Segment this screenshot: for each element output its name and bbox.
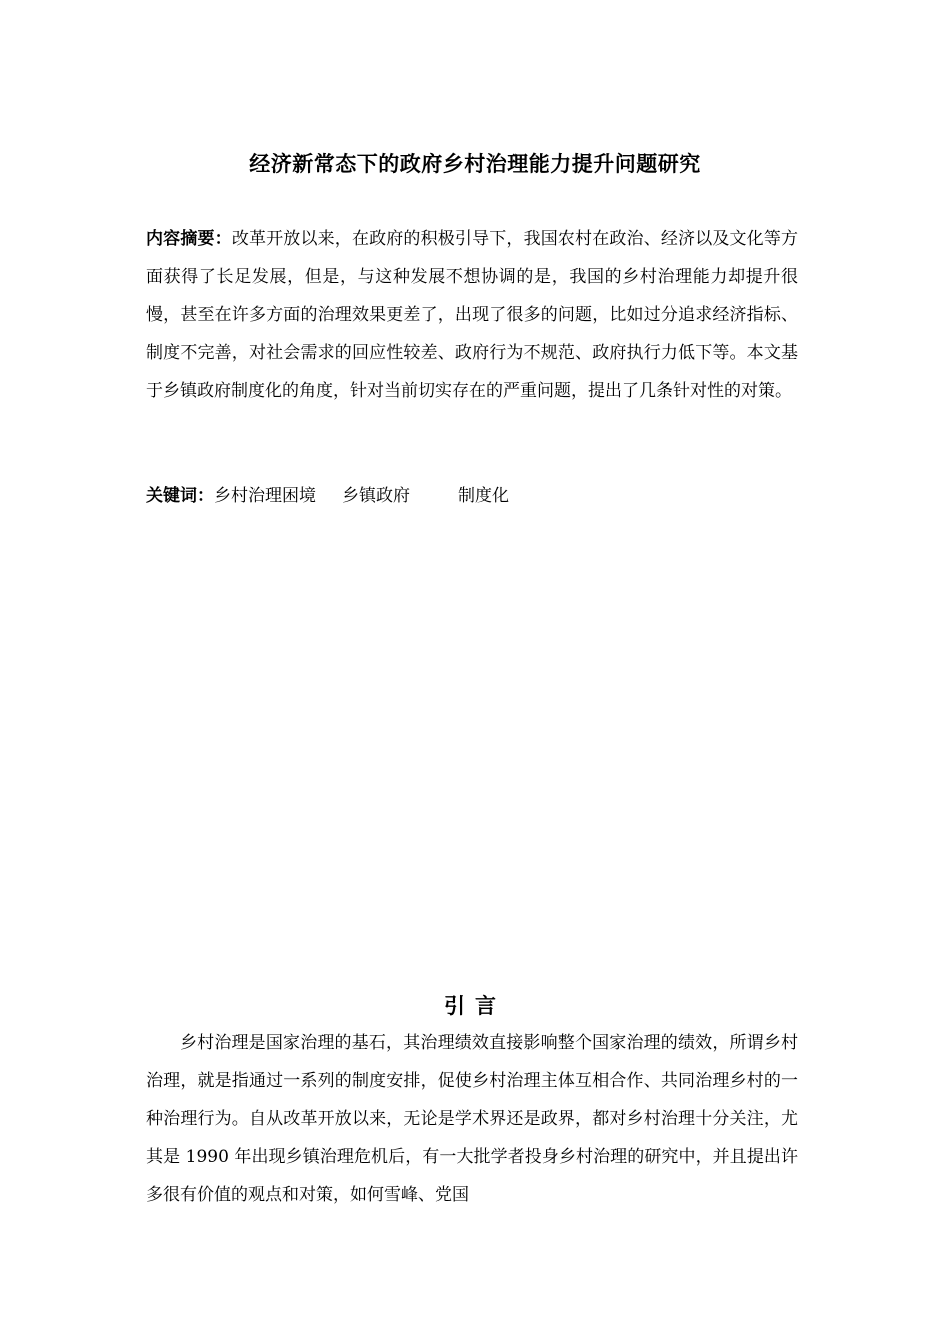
document-title: 经济新常态下的政府乡村治理能力提升问题研究 (249, 151, 701, 176)
keywords-label: 关键词： (146, 486, 214, 506)
keyword-item: 乡村治理困境 (214, 486, 316, 506)
abstract-label: 内容摘要： (146, 229, 232, 249)
keyword-item: 制度化 (458, 486, 509, 506)
abstract-text: 改革开放以来，在政府的积极引导下，我国农村在政治、经济以及文化等方面获得了长足发展，但是，与这种发展不想协调的是，我国的乡村治理能力却提升很慢，甚至在许多方面的治理效果更差了，出现了很多的问题，比如过分追求经济指标、制度不完善，对社会需求的回应性较差、政府行为不规范、政府执行力低下等。本文基于乡镇政府制度化的角度，针对当前切实存在的严重问题，提出了几条针对性的对策。 (146, 229, 799, 401)
introduction-heading: 引言 (444, 993, 506, 1018)
introduction-paragraph: 乡村治理是国家治理的基石，其治理绩效直接影响整个国家治理的绩效，所谓乡村治理，就是指通过一系列的制度安排，促使乡村治理主体互相合作、共同治理乡村的一种治理行为。自从改革开放以来，无论是学术界还是政界，都对乡村治理十分关注，尤其是 1990 年出现乡镇治理危机后，有一大批学者投身乡村治理的研究中，并且提出许多很有价值的观点和对策，如何雪峰、党国 (146, 1033, 798, 1205)
keyword-item: 乡镇政府 (342, 486, 410, 506)
abstract-paragraph (146, 220, 798, 410)
keywords-line (146, 480, 798, 512)
